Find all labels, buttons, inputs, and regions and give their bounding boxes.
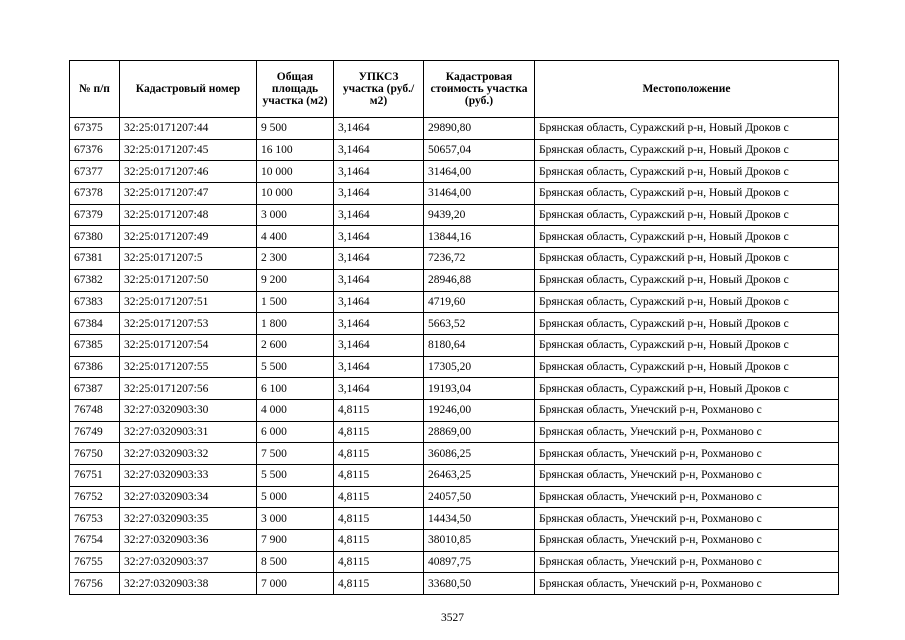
table-row [70, 248, 839, 270]
cell-area: 6 100 [257, 378, 334, 400]
cell-upksz: 4,8115 [334, 551, 424, 573]
cell-area: 4 000 [257, 399, 334, 421]
cell-cadastral-number: 32:25:0171207:55 [120, 356, 257, 378]
cell-number: 67383 [70, 291, 120, 313]
cell-number: 76750 [70, 443, 120, 465]
cell-cadastral-value: 7236,72 [424, 248, 535, 270]
cell-cadastral-number: 32:25:0171207:46 [120, 161, 257, 183]
cell-upksz: 3,1464 [334, 118, 424, 140]
cell-upksz: 3,1464 [334, 226, 424, 248]
cell-area: 7 000 [257, 573, 334, 595]
cell-cadastral-number: 32:27:0320903:36 [120, 530, 257, 552]
cell-cadastral-value: 17305,20 [424, 356, 535, 378]
cell-area: 7 900 [257, 530, 334, 552]
cell-cadastral-value: 36086,25 [424, 443, 535, 465]
cell-location: Брянская область, Суражский р-н, Новый Дроков с [535, 378, 839, 400]
cell-location: Брянская область, Суражский р-н, Новый Дроков с [535, 183, 839, 205]
cell-area: 2 300 [257, 248, 334, 270]
header-location: Местоположение [535, 61, 839, 118]
cell-number: 76751 [70, 465, 120, 487]
table-row [70, 118, 839, 140]
cell-area: 3 000 [257, 204, 334, 226]
cell-number: 67378 [70, 183, 120, 205]
cell-number: 67380 [70, 226, 120, 248]
cell-location: Брянская область, Суражский р-н, Новый Дроков с [535, 139, 839, 161]
cell-area: 9 500 [257, 118, 334, 140]
cell-number: 76756 [70, 573, 120, 595]
cell-location: Брянская область, Суражский р-н, Новый Дроков с [535, 248, 839, 270]
cell-area: 16 100 [257, 139, 334, 161]
cell-cadastral-number: 32:25:0171207:49 [120, 226, 257, 248]
table-row [70, 183, 839, 205]
cell-location: Брянская область, Суражский р-н, Новый Дроков с [535, 118, 839, 140]
cell-upksz: 4,8115 [334, 421, 424, 443]
table-body [70, 118, 839, 595]
cell-cadastral-number: 32:25:0171207:5 [120, 248, 257, 270]
table-row [70, 443, 839, 465]
cell-cadastral-value: 40897,75 [424, 551, 535, 573]
cell-area: 1 500 [257, 291, 334, 313]
cell-location: Брянская область, Суражский р-н, Новый Дроков с [535, 161, 839, 183]
table-row [70, 378, 839, 400]
cell-cadastral-value: 29890,80 [424, 118, 535, 140]
cell-cadastral-number: 32:27:0320903:31 [120, 421, 257, 443]
cell-upksz: 3,1464 [334, 334, 424, 356]
cell-number: 67375 [70, 118, 120, 140]
cell-location: Брянская область, Суражский р-н, Новый Дроков с [535, 334, 839, 356]
cell-area: 10 000 [257, 161, 334, 183]
cell-number: 76755 [70, 551, 120, 573]
cell-number: 67381 [70, 248, 120, 270]
table-row [70, 399, 839, 421]
table-row [70, 551, 839, 573]
cell-cadastral-number: 32:27:0320903:33 [120, 465, 257, 487]
cell-cadastral-value: 5663,52 [424, 313, 535, 335]
cadastral-table [69, 60, 839, 595]
cell-location: Брянская область, Суражский р-н, Новый Дроков с [535, 313, 839, 335]
cell-cadastral-value: 31464,00 [424, 161, 535, 183]
cell-upksz: 3,1464 [334, 313, 424, 335]
cell-cadastral-number: 32:25:0171207:50 [120, 269, 257, 291]
cell-location: Брянская область, Унечский р-н, Рохманово с [535, 508, 839, 530]
cell-upksz: 3,1464 [334, 139, 424, 161]
table-row [70, 313, 839, 335]
cell-number: 67382 [70, 269, 120, 291]
cell-location: Брянская область, Унечский р-н, Рохманово с [535, 443, 839, 465]
cell-upksz: 3,1464 [334, 291, 424, 313]
header-number: № п/п [70, 61, 120, 118]
cell-location: Брянская область, Суражский р-н, Новый Дроков с [535, 291, 839, 313]
cell-number: 67379 [70, 204, 120, 226]
cell-location: Брянская область, Суражский р-н, Новый Дроков с [535, 269, 839, 291]
cell-cadastral-value: 24057,50 [424, 486, 535, 508]
cell-cadastral-number: 32:25:0171207:44 [120, 118, 257, 140]
cell-upksz: 4,8115 [334, 465, 424, 487]
cell-area: 5 500 [257, 356, 334, 378]
cell-cadastral-value: 19193,04 [424, 378, 535, 400]
cell-number: 67376 [70, 139, 120, 161]
cell-cadastral-number: 32:25:0171207:54 [120, 334, 257, 356]
cell-cadastral-number: 32:25:0171207:53 [120, 313, 257, 335]
table-row [70, 139, 839, 161]
cell-upksz: 3,1464 [334, 356, 424, 378]
header-upksz: УПКСЗ участка (руб./м2) [334, 61, 424, 118]
cell-area: 4 400 [257, 226, 334, 248]
cell-upksz: 3,1464 [334, 378, 424, 400]
table-header-row [70, 61, 839, 118]
table-row [70, 291, 839, 313]
cell-upksz: 3,1464 [334, 161, 424, 183]
cell-cadastral-value: 4719,60 [424, 291, 535, 313]
cell-cadastral-number: 32:27:0320903:37 [120, 551, 257, 573]
cell-cadastral-value: 26463,25 [424, 465, 535, 487]
cell-upksz: 4,8115 [334, 508, 424, 530]
header-cadastral-value: Кадастровая стоимость участка (руб.) [424, 61, 535, 118]
cell-cadastral-value: 38010,85 [424, 530, 535, 552]
cell-cadastral-value: 31464,00 [424, 183, 535, 205]
cell-number: 76752 [70, 486, 120, 508]
cell-area: 5 000 [257, 486, 334, 508]
cell-number: 67384 [70, 313, 120, 335]
table-row [70, 530, 839, 552]
cell-number: 67385 [70, 334, 120, 356]
cell-area: 7 500 [257, 443, 334, 465]
table-row [70, 161, 839, 183]
cell-cadastral-number: 32:27:0320903:30 [120, 399, 257, 421]
cell-cadastral-number: 32:25:0171207:45 [120, 139, 257, 161]
cell-area: 9 200 [257, 269, 334, 291]
cell-location: Брянская область, Суражский р-н, Новый Дроков с [535, 226, 839, 248]
cell-cadastral-value: 28869,00 [424, 421, 535, 443]
cell-cadastral-value: 14434,50 [424, 508, 535, 530]
cell-upksz: 3,1464 [334, 183, 424, 205]
cell-upksz: 4,8115 [334, 530, 424, 552]
cell-area: 3 000 [257, 508, 334, 530]
cell-cadastral-number: 32:27:0320903:38 [120, 573, 257, 595]
cell-cadastral-value: 13844,16 [424, 226, 535, 248]
cell-cadastral-value: 9439,20 [424, 204, 535, 226]
cell-cadastral-value: 33680,50 [424, 573, 535, 595]
cell-area: 8 500 [257, 551, 334, 573]
cell-number: 67386 [70, 356, 120, 378]
table-row [70, 508, 839, 530]
table-row [70, 573, 839, 595]
cell-upksz: 4,8115 [334, 573, 424, 595]
cell-area: 6 000 [257, 421, 334, 443]
cell-cadastral-number: 32:27:0320903:34 [120, 486, 257, 508]
cell-upksz: 4,8115 [334, 399, 424, 421]
cell-location: Брянская область, Унечский р-н, Рохманово с [535, 465, 839, 487]
cell-upksz: 4,8115 [334, 486, 424, 508]
cell-location: Брянская область, Унечский р-н, Рохманово с [535, 421, 839, 443]
page-number: 3527 [441, 612, 464, 624]
cell-location: Брянская область, Унечский р-н, Рохманово с [535, 486, 839, 508]
table-row [70, 334, 839, 356]
cell-number: 76748 [70, 399, 120, 421]
cell-location: Брянская область, Унечский р-н, Рохманово с [535, 551, 839, 573]
cell-upksz: 3,1464 [334, 269, 424, 291]
table-row [70, 465, 839, 487]
table-row [70, 226, 839, 248]
table-row [70, 356, 839, 378]
cell-upksz: 3,1464 [334, 248, 424, 270]
cell-cadastral-number: 32:25:0171207:56 [120, 378, 257, 400]
cell-number: 76753 [70, 508, 120, 530]
cell-area: 1 800 [257, 313, 334, 335]
cell-cadastral-value: 19246,00 [424, 399, 535, 421]
header-cadastral-number: Кадастровый номер [120, 61, 257, 118]
table-row [70, 486, 839, 508]
cell-upksz: 3,1464 [334, 204, 424, 226]
cell-number: 67387 [70, 378, 120, 400]
cell-cadastral-value: 28946,88 [424, 269, 535, 291]
cell-area: 10 000 [257, 183, 334, 205]
header-area: Общая площадь участка (м2) [257, 61, 334, 118]
cell-cadastral-number: 32:27:0320903:35 [120, 508, 257, 530]
table-row [70, 421, 839, 443]
table-row [70, 204, 839, 226]
cell-upksz: 4,8115 [334, 443, 424, 465]
cell-number: 76749 [70, 421, 120, 443]
cell-cadastral-number: 32:25:0171207:51 [120, 291, 257, 313]
cell-area: 2 600 [257, 334, 334, 356]
cell-cadastral-value: 50657,04 [424, 139, 535, 161]
cell-number: 76754 [70, 530, 120, 552]
cell-area: 5 500 [257, 465, 334, 487]
cell-location: Брянская область, Унечский р-н, Рохманово с [535, 530, 839, 552]
cell-location: Брянская область, Унечский р-н, Рохманово с [535, 399, 839, 421]
table-row [70, 269, 839, 291]
cell-cadastral-number: 32:27:0320903:32 [120, 443, 257, 465]
cell-location: Брянская область, Суражский р-н, Новый Дроков с [535, 204, 839, 226]
cell-location: Брянская область, Суражский р-н, Новый Дроков с [535, 356, 839, 378]
cell-cadastral-number: 32:25:0171207:47 [120, 183, 257, 205]
cell-cadastral-number: 32:25:0171207:48 [120, 204, 257, 226]
cell-cadastral-value: 8180,64 [424, 334, 535, 356]
cell-location: Брянская область, Унечский р-н, Рохманово с [535, 573, 839, 595]
cell-number: 67377 [70, 161, 120, 183]
